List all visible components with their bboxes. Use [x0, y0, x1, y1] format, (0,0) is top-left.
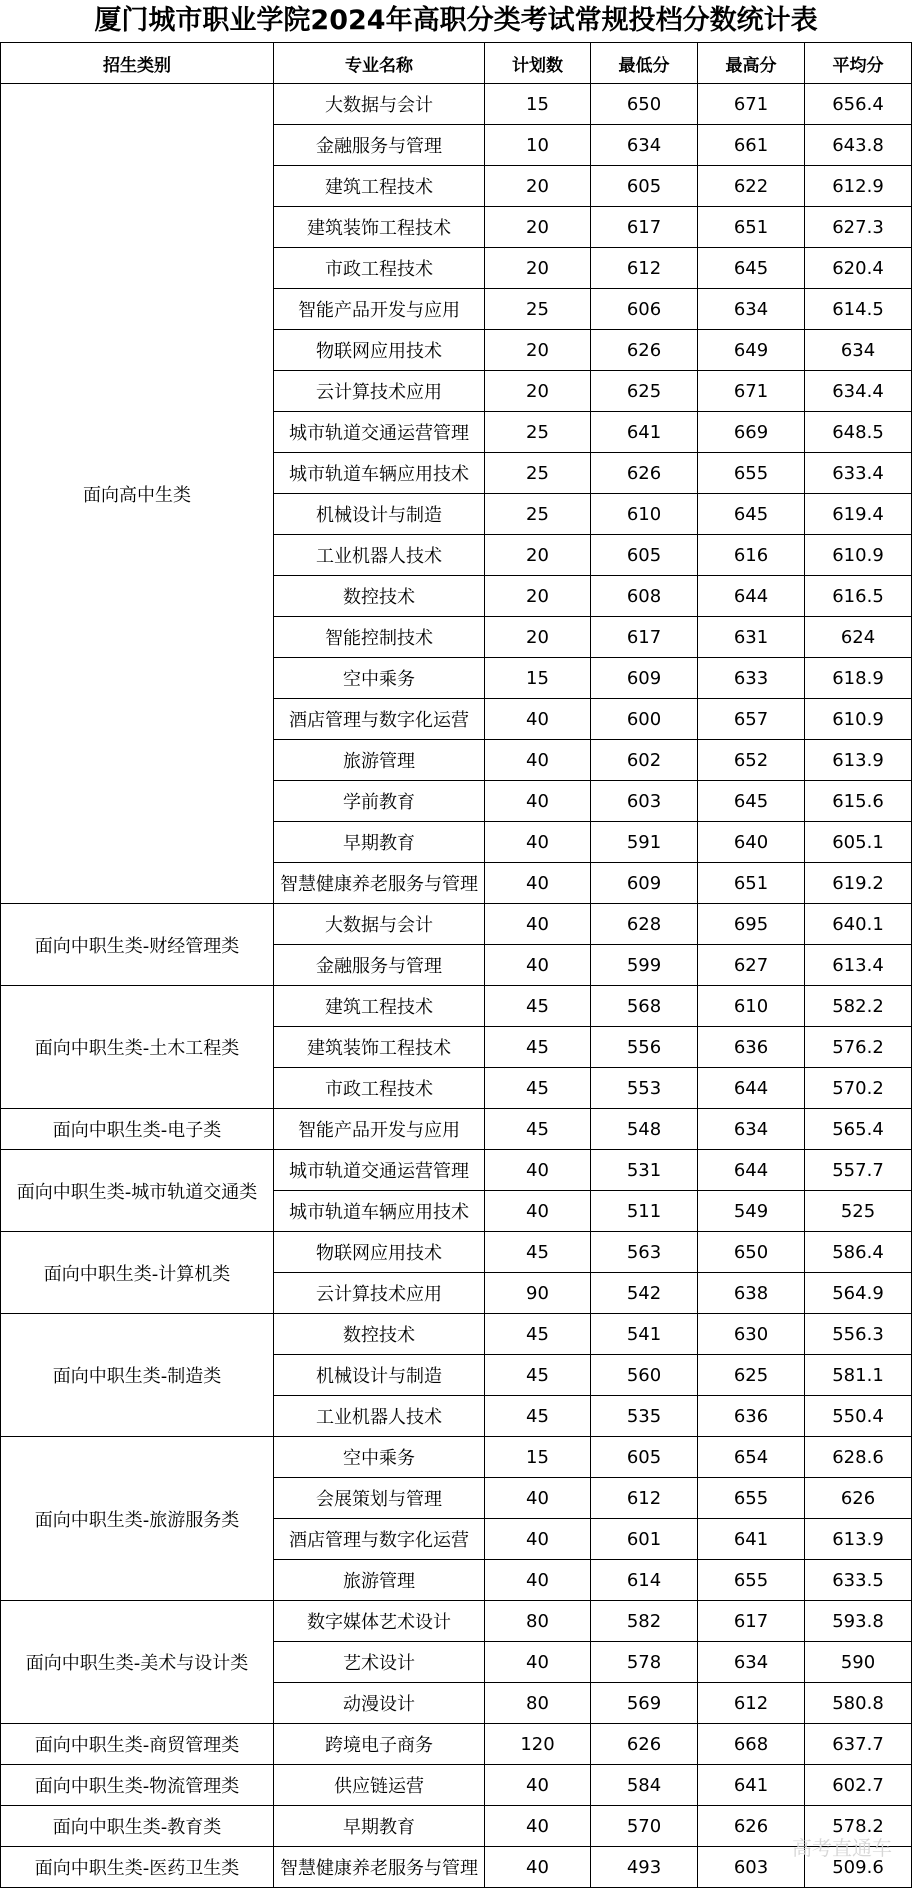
category-cell: 面向中职生类-医药卫生类 [1, 1847, 274, 1888]
plan-count-cell: 20 [485, 371, 591, 412]
max-score-cell: 616 [698, 535, 805, 576]
min-score-cell: 548 [591, 1109, 698, 1150]
min-score-cell: 626 [591, 453, 698, 494]
table-row [1, 84, 912, 125]
plan-count-cell: 45 [485, 1396, 591, 1437]
avg-score-cell: 648.5 [805, 412, 912, 453]
major-name-cell: 物联网应用技术 [274, 330, 485, 371]
major-name-cell: 金融服务与管理 [274, 125, 485, 166]
major-name-cell: 酒店管理与数字化运营 [274, 1519, 485, 1560]
min-score-cell: 531 [591, 1150, 698, 1191]
plan-count-cell: 40 [485, 904, 591, 945]
min-score-cell: 614 [591, 1560, 698, 1601]
major-name-cell: 机械设计与制造 [274, 494, 485, 535]
max-score-cell: 549 [698, 1191, 805, 1232]
plan-count-cell: 45 [485, 1109, 591, 1150]
max-score-cell: 655 [698, 1560, 805, 1601]
avg-score-cell: 570.2 [805, 1068, 912, 1109]
min-score-cell: 603 [591, 781, 698, 822]
max-score-cell: 603 [698, 1847, 805, 1888]
plan-count-cell: 40 [485, 1806, 591, 1847]
major-name-cell: 建筑装饰工程技术 [274, 207, 485, 248]
category-cell: 面向中职生类-计算机类 [1, 1232, 274, 1314]
major-name-cell: 工业机器人技术 [274, 535, 485, 576]
max-score-cell: 645 [698, 248, 805, 289]
min-score-cell: 608 [591, 576, 698, 617]
avg-score-cell: 633.5 [805, 1560, 912, 1601]
major-name-cell: 机械设计与制造 [274, 1355, 485, 1396]
max-score-cell: 636 [698, 1396, 805, 1437]
avg-score-cell: 557.7 [805, 1150, 912, 1191]
header-category: 招生类别 [1, 43, 274, 84]
avg-score-cell: 556.3 [805, 1314, 912, 1355]
plan-count-cell: 40 [485, 740, 591, 781]
avg-score-cell: 624 [805, 617, 912, 658]
table-row [1, 1109, 912, 1150]
category-cell: 面向中职生类-教育类 [1, 1806, 274, 1847]
max-score-cell: 634 [698, 1109, 805, 1150]
avg-score-cell: 565.4 [805, 1109, 912, 1150]
avg-score-cell: 580.8 [805, 1683, 912, 1724]
plan-count-cell: 20 [485, 330, 591, 371]
max-score-cell: 630 [698, 1314, 805, 1355]
max-score-cell: 636 [698, 1027, 805, 1068]
major-name-cell: 会展策划与管理 [274, 1478, 485, 1519]
max-score-cell: 644 [698, 1150, 805, 1191]
plan-count-cell: 45 [485, 1232, 591, 1273]
category-cell: 面向高中生类 [1, 84, 274, 904]
avg-score-cell: 615.6 [805, 781, 912, 822]
plan-count-cell: 40 [485, 1191, 591, 1232]
avg-score-cell: 613.9 [805, 1519, 912, 1560]
min-score-cell: 626 [591, 330, 698, 371]
avg-score-cell: 593.8 [805, 1601, 912, 1642]
table-row [1, 1150, 912, 1191]
table-row [1, 986, 912, 1027]
min-score-cell: 605 [591, 166, 698, 207]
max-score-cell: 655 [698, 453, 805, 494]
max-score-cell: 627 [698, 945, 805, 986]
max-score-cell: 671 [698, 371, 805, 412]
category-cell: 面向中职生类-财经管理类 [1, 904, 274, 986]
avg-score-cell: 610.9 [805, 535, 912, 576]
avg-score-cell: 616.5 [805, 576, 912, 617]
min-score-cell: 634 [591, 125, 698, 166]
plan-count-cell: 45 [485, 1355, 591, 1396]
min-score-cell: 605 [591, 535, 698, 576]
major-name-cell: 大数据与会计 [274, 904, 485, 945]
plan-count-cell: 20 [485, 207, 591, 248]
avg-score-cell: 633.4 [805, 453, 912, 494]
max-score-cell: 633 [698, 658, 805, 699]
major-name-cell: 市政工程技术 [274, 1068, 485, 1109]
table-row [1, 1847, 912, 1888]
avg-score-cell: 586.4 [805, 1232, 912, 1273]
header-min: 最低分 [591, 43, 698, 84]
avg-score-cell: 509.6 [805, 1847, 912, 1888]
avg-score-cell: 627.3 [805, 207, 912, 248]
plan-count-cell: 80 [485, 1601, 591, 1642]
table-title: 厦门城市职业学院2024年高职分类考试常规投档分数统计表 [94, 5, 818, 36]
min-score-cell: 493 [591, 1847, 698, 1888]
avg-score-cell: 614.5 [805, 289, 912, 330]
major-name-cell: 智能产品开发与应用 [274, 1109, 485, 1150]
max-score-cell: 650 [698, 1232, 805, 1273]
table-row [1, 904, 912, 945]
plan-count-cell: 20 [485, 617, 591, 658]
major-name-cell: 数控技术 [274, 1314, 485, 1355]
plan-count-cell: 40 [485, 699, 591, 740]
category-cell: 面向中职生类-商贸管理类 [1, 1724, 274, 1765]
min-score-cell: 541 [591, 1314, 698, 1355]
avg-score-cell: 581.1 [805, 1355, 912, 1396]
category-cell: 面向中职生类-美术与设计类 [1, 1601, 274, 1724]
min-score-cell: 584 [591, 1765, 698, 1806]
avg-score-cell: 610.9 [805, 699, 912, 740]
max-score-cell: 610 [698, 986, 805, 1027]
max-score-cell: 655 [698, 1478, 805, 1519]
min-score-cell: 578 [591, 1642, 698, 1683]
plan-count-cell: 20 [485, 166, 591, 207]
plan-count-cell: 15 [485, 84, 591, 125]
major-name-cell: 学前教育 [274, 781, 485, 822]
major-name-cell: 城市轨道交通运营管理 [274, 1150, 485, 1191]
avg-score-cell: 634.4 [805, 371, 912, 412]
avg-score-cell: 637.7 [805, 1724, 912, 1765]
max-score-cell: 631 [698, 617, 805, 658]
category-cell: 面向中职生类-电子类 [1, 1109, 274, 1150]
category-cell: 面向中职生类-物流管理类 [1, 1765, 274, 1806]
max-score-cell: 641 [698, 1765, 805, 1806]
major-name-cell: 云计算技术应用 [274, 371, 485, 412]
avg-score-cell: 578.2 [805, 1806, 912, 1847]
max-score-cell: 651 [698, 207, 805, 248]
plan-count-cell: 40 [485, 1642, 591, 1683]
max-score-cell: 622 [698, 166, 805, 207]
major-name-cell: 建筑工程技术 [274, 986, 485, 1027]
min-score-cell: 511 [591, 1191, 698, 1232]
plan-count-cell: 40 [485, 1560, 591, 1601]
min-score-cell: 560 [591, 1355, 698, 1396]
major-name-cell: 大数据与会计 [274, 84, 485, 125]
major-name-cell: 市政工程技术 [274, 248, 485, 289]
max-score-cell: 669 [698, 412, 805, 453]
table-row [1, 1724, 912, 1765]
avg-score-cell: 634 [805, 330, 912, 371]
avg-score-cell: 613.9 [805, 740, 912, 781]
header-avg: 平均分 [805, 43, 912, 84]
max-score-cell: 657 [698, 699, 805, 740]
major-name-cell: 建筑工程技术 [274, 166, 485, 207]
min-score-cell: 628 [591, 904, 698, 945]
avg-score-cell: 612.9 [805, 166, 912, 207]
max-score-cell: 641 [698, 1519, 805, 1560]
plan-count-cell: 25 [485, 289, 591, 330]
major-name-cell: 旅游管理 [274, 1560, 485, 1601]
max-score-cell: 626 [698, 1806, 805, 1847]
plan-count-cell: 40 [485, 1765, 591, 1806]
avg-score-cell: 620.4 [805, 248, 912, 289]
avg-score-cell: 613.4 [805, 945, 912, 986]
plan-count-cell: 90 [485, 1273, 591, 1314]
major-name-cell: 数字媒体艺术设计 [274, 1601, 485, 1642]
plan-count-cell: 45 [485, 1314, 591, 1355]
plan-count-cell: 45 [485, 1068, 591, 1109]
avg-score-cell: 618.9 [805, 658, 912, 699]
min-score-cell: 641 [591, 412, 698, 453]
min-score-cell: 626 [591, 1724, 698, 1765]
max-score-cell: 638 [698, 1273, 805, 1314]
plan-count-cell: 45 [485, 986, 591, 1027]
avg-score-cell: 626 [805, 1478, 912, 1519]
min-score-cell: 582 [591, 1601, 698, 1642]
major-name-cell: 智能产品开发与应用 [274, 289, 485, 330]
max-score-cell: 671 [698, 84, 805, 125]
max-score-cell: 661 [698, 125, 805, 166]
major-name-cell: 城市轨道交通运营管理 [274, 412, 485, 453]
min-score-cell: 650 [591, 84, 698, 125]
watermark: 高考直通车 [792, 1836, 892, 1860]
min-score-cell: 602 [591, 740, 698, 781]
max-score-cell: 668 [698, 1724, 805, 1765]
plan-count-cell: 25 [485, 412, 591, 453]
major-name-cell: 金融服务与管理 [274, 945, 485, 986]
max-score-cell: 645 [698, 781, 805, 822]
plan-count-cell: 45 [485, 1027, 591, 1068]
max-score-cell: 695 [698, 904, 805, 945]
major-name-cell: 动漫设计 [274, 1683, 485, 1724]
avg-score-cell: 628.6 [805, 1437, 912, 1478]
plan-count-cell: 40 [485, 822, 591, 863]
min-score-cell: 599 [591, 945, 698, 986]
min-score-cell: 563 [591, 1232, 698, 1273]
max-score-cell: 634 [698, 1642, 805, 1683]
min-score-cell: 609 [591, 863, 698, 904]
min-score-cell: 553 [591, 1068, 698, 1109]
table-row [1, 1601, 912, 1642]
category-cell: 面向中职生类-城市轨道交通类 [1, 1150, 274, 1232]
min-score-cell: 606 [591, 289, 698, 330]
plan-count-cell: 40 [485, 1847, 591, 1888]
max-score-cell: 634 [698, 289, 805, 330]
table-body [1, 84, 912, 1888]
plan-count-cell: 40 [485, 1150, 591, 1191]
major-name-cell: 空中乘务 [274, 658, 485, 699]
major-name-cell: 物联网应用技术 [274, 1232, 485, 1273]
avg-score-cell: 590 [805, 1642, 912, 1683]
min-score-cell: 610 [591, 494, 698, 535]
category-cell: 面向中职生类-土木工程类 [1, 986, 274, 1109]
table-row [1, 1437, 912, 1478]
max-score-cell: 640 [698, 822, 805, 863]
major-name-cell: 工业机器人技术 [274, 1396, 485, 1437]
min-score-cell: 568 [591, 986, 698, 1027]
header-major: 专业名称 [274, 43, 485, 84]
min-score-cell: 556 [591, 1027, 698, 1068]
major-name-cell: 早期教育 [274, 822, 485, 863]
min-score-cell: 600 [591, 699, 698, 740]
major-name-cell: 早期教育 [274, 1806, 485, 1847]
avg-score-cell: 582.2 [805, 986, 912, 1027]
avg-score-cell: 576.2 [805, 1027, 912, 1068]
category-cell: 面向中职生类-旅游服务类 [1, 1437, 274, 1601]
avg-score-cell: 643.8 [805, 125, 912, 166]
plan-count-cell: 40 [485, 863, 591, 904]
max-score-cell: 645 [698, 494, 805, 535]
min-score-cell: 605 [591, 1437, 698, 1478]
min-score-cell: 569 [591, 1683, 698, 1724]
table-row [1, 1765, 912, 1806]
avg-score-cell: 550.4 [805, 1396, 912, 1437]
min-score-cell: 617 [591, 207, 698, 248]
plan-count-cell: 10 [485, 125, 591, 166]
major-name-cell: 艺术设计 [274, 1642, 485, 1683]
min-score-cell: 601 [591, 1519, 698, 1560]
plan-count-cell: 40 [485, 781, 591, 822]
plan-count-cell: 15 [485, 1437, 591, 1478]
min-score-cell: 617 [591, 617, 698, 658]
major-name-cell: 数控技术 [274, 576, 485, 617]
table-header-row [1, 43, 912, 84]
plan-count-cell: 120 [485, 1724, 591, 1765]
plan-count-cell: 25 [485, 453, 591, 494]
major-name-cell: 空中乘务 [274, 1437, 485, 1478]
min-score-cell: 535 [591, 1396, 698, 1437]
avg-score-cell: 602.7 [805, 1765, 912, 1806]
max-score-cell: 652 [698, 740, 805, 781]
max-score-cell: 651 [698, 863, 805, 904]
min-score-cell: 612 [591, 248, 698, 289]
major-name-cell: 跨境电子商务 [274, 1724, 485, 1765]
major-name-cell: 智能控制技术 [274, 617, 485, 658]
major-name-cell: 酒店管理与数字化运营 [274, 699, 485, 740]
plan-count-cell: 40 [485, 1478, 591, 1519]
min-score-cell: 570 [591, 1806, 698, 1847]
avg-score-cell: 640.1 [805, 904, 912, 945]
min-score-cell: 591 [591, 822, 698, 863]
plan-count-cell: 15 [485, 658, 591, 699]
major-name-cell: 智慧健康养老服务与管理 [274, 863, 485, 904]
major-name-cell: 旅游管理 [274, 740, 485, 781]
max-score-cell: 649 [698, 330, 805, 371]
plan-count-cell: 20 [485, 576, 591, 617]
table-row [1, 1314, 912, 1355]
table-row [1, 1232, 912, 1273]
major-name-cell: 供应链运营 [274, 1765, 485, 1806]
min-score-cell: 612 [591, 1478, 698, 1519]
score-table [0, 42, 912, 1888]
max-score-cell: 644 [698, 576, 805, 617]
major-name-cell: 建筑装饰工程技术 [274, 1027, 485, 1068]
plan-count-cell: 40 [485, 945, 591, 986]
max-score-cell: 617 [698, 1601, 805, 1642]
avg-score-cell: 525 [805, 1191, 912, 1232]
avg-score-cell: 605.1 [805, 822, 912, 863]
plan-count-cell: 25 [485, 494, 591, 535]
plan-count-cell: 20 [485, 535, 591, 576]
plan-count-cell: 40 [485, 1519, 591, 1560]
header-max: 最高分 [698, 43, 805, 84]
min-score-cell: 609 [591, 658, 698, 699]
avg-score-cell: 564.9 [805, 1273, 912, 1314]
plan-count-cell: 80 [485, 1683, 591, 1724]
max-score-cell: 612 [698, 1683, 805, 1724]
avg-score-cell: 619.2 [805, 863, 912, 904]
avg-score-cell: 619.4 [805, 494, 912, 535]
max-score-cell: 644 [698, 1068, 805, 1109]
header-plan: 计划数 [485, 43, 591, 84]
avg-score-cell: 656.4 [805, 84, 912, 125]
max-score-cell: 654 [698, 1437, 805, 1478]
major-name-cell: 城市轨道车辆应用技术 [274, 453, 485, 494]
major-name-cell: 云计算技术应用 [274, 1273, 485, 1314]
table-row [1, 1806, 912, 1847]
max-score-cell: 625 [698, 1355, 805, 1396]
major-name-cell: 城市轨道车辆应用技术 [274, 1191, 485, 1232]
plan-count-cell: 20 [485, 248, 591, 289]
min-score-cell: 625 [591, 371, 698, 412]
category-cell: 面向中职生类-制造类 [1, 1314, 274, 1437]
min-score-cell: 542 [591, 1273, 698, 1314]
major-name-cell: 智慧健康养老服务与管理 [274, 1847, 485, 1888]
